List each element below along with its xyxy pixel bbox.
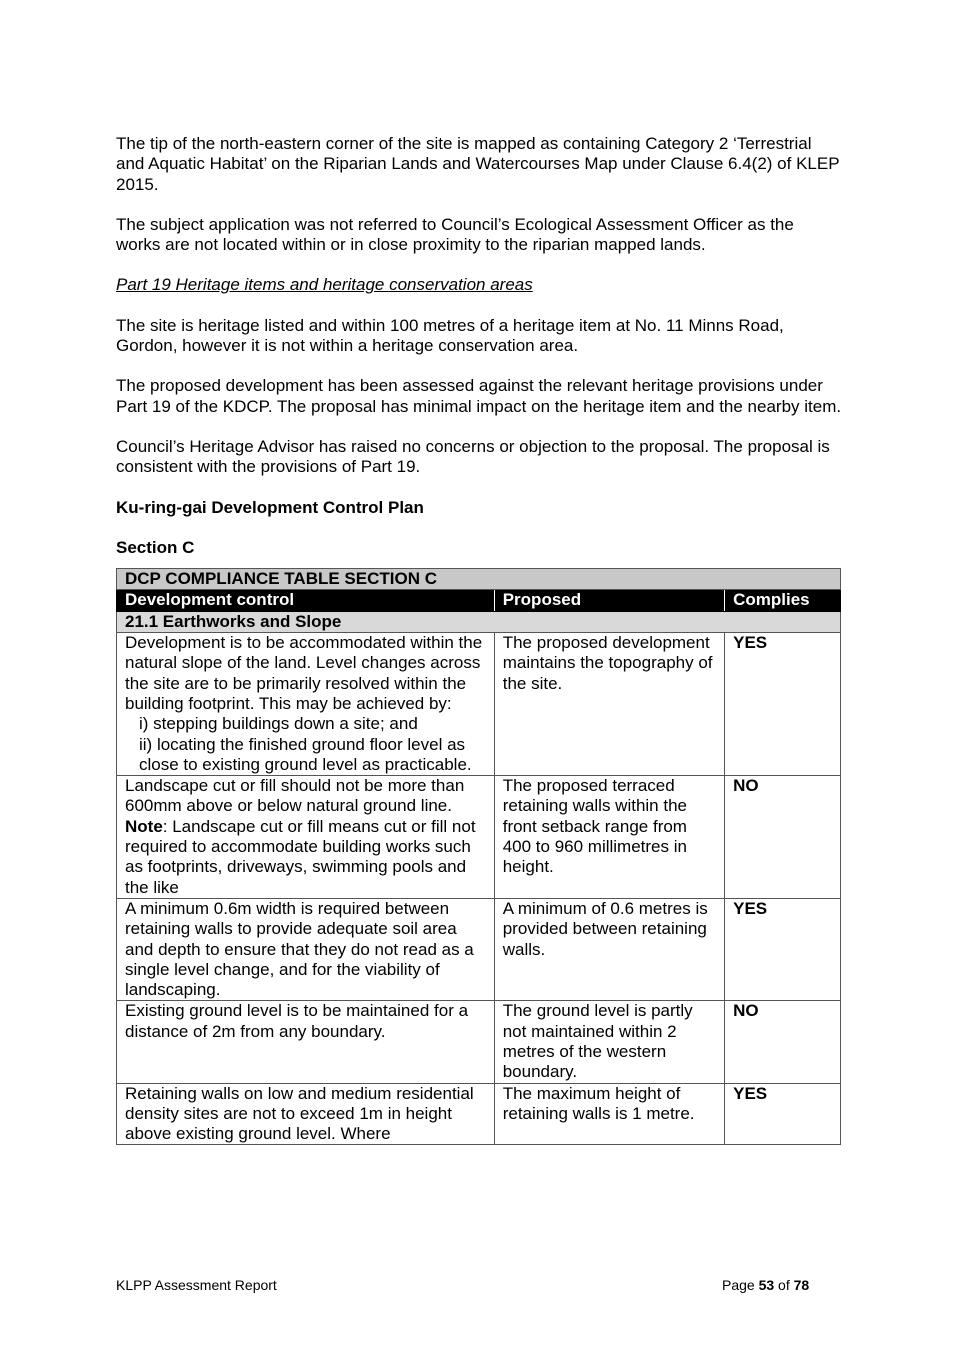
heading-part19: Part 19 Heritage items and heritage conservation areas (116, 275, 533, 295)
page-total: 78 (793, 1277, 810, 1293)
complies-cell: YES (725, 898, 841, 1000)
page-content (116, 134, 842, 1145)
proposed-cell: The maximum height of retaining walls is 1 metre. (494, 1083, 724, 1145)
page-of: of (774, 1277, 794, 1293)
table-title: DCP COMPLIANCE TABLE SECTION C (117, 569, 841, 590)
table-row (117, 1001, 841, 1083)
header-complies: Complies (725, 590, 841, 611)
paragraph-heritage-advisor: Council’s Heritage Advisor has raised no concerns or objection to the proposal. The proposal is consistent with the provisions of Part 19. (116, 436, 830, 477)
control-cell: Retaining walls on low and medium residential density sites are not to exceed 1m in height above existing ground level. Where (117, 1083, 495, 1145)
dcp-compliance-table (116, 568, 841, 1145)
page-current: 53 (758, 1277, 775, 1293)
table-row (117, 776, 841, 899)
table-row (117, 633, 841, 776)
page-prefix: Page (722, 1277, 759, 1293)
control-cell (117, 776, 495, 899)
table-section-row (117, 611, 841, 632)
paragraph-heritage-assessment: The proposed development has been assessed against the relevant heritage provisions under Part 19 of the KDCP. The proposal has minimal impact on the heritage item and the nearby item. (116, 376, 842, 416)
header-development-control: Development control (117, 590, 495, 611)
complies-cell: NO (725, 776, 841, 899)
table-row (117, 1083, 841, 1145)
paragraph-ecological-referral: The subject application was not referred to Council’s Ecological Assessment Officer as the works are not located within or in close proximity to the riparian mapped lands. (116, 214, 794, 255)
complies-cell: YES (725, 633, 841, 776)
table-row (117, 898, 841, 1000)
footer-page-number (722, 1277, 809, 1293)
control-list-item: i) stepping buildings down a site; and (139, 714, 418, 734)
control-text: Landscape cut or fill should not be more than 600mm above or below natural ground line. (125, 776, 465, 816)
proposed-cell: The proposed development maintains the topography of the site. (494, 633, 724, 776)
paragraph-riparian-mapping: The tip of the north-eastern corner of the site is mapped as containing Category 2 ‘Terrestrial and Aquatic Habitat’ on the Riparian Lands and Watercourses Map under Clause 6.4(2) of KLEP 2015. (116, 134, 840, 194)
table-header-row (117, 590, 841, 611)
heading-dcp: Ku-ring-gai Development Control Plan (116, 497, 424, 517)
control-text: Development is to be accommodated within the natural slope of the land. Level changes across the site are to be primarily resolved within the building footprint. This may be achieved by: (125, 633, 483, 713)
control-cell: Existing ground level is to be maintained for a distance of 2m from any boundary. (117, 1001, 495, 1083)
complies-cell: YES (725, 1083, 841, 1145)
complies-cell: NO (725, 1001, 841, 1083)
table-title-row (117, 569, 841, 590)
footer-report-name: KLPP Assessment Report (116, 1277, 277, 1293)
control-cell: A minimum 0.6m width is required between retaining walls to provide adequate soil area and depth to ensure that they do not read as a single level change, and for the viability of landscaping. (117, 898, 495, 1000)
control-cell (117, 633, 495, 776)
note-text: : Landscape cut or fill means cut or fill not required to accommodate building works such as footprints, driveways, swimming pools and the like (125, 816, 476, 897)
proposed-cell: The proposed terraced retaining walls within the front setback range from 400 to 960 millimetres in height. (494, 776, 724, 899)
header-proposed: Proposed (494, 590, 724, 611)
proposed-cell: The ground level is partly not maintained within 2 metres of the western boundary. (494, 1001, 724, 1083)
note-label: Note (125, 816, 163, 836)
heading-section-c: Section C (116, 537, 195, 557)
proposed-cell: A minimum of 0.6 metres is provided between retaining walls. (494, 898, 724, 1000)
section-earthworks: 21.1 Earthworks and Slope (117, 611, 841, 632)
paragraph-heritage-listing: The site is heritage listed and within 100 metres of a heritage item at No. 11 Minns Road, Gordon, however it is not within a heritage conservation area. (116, 315, 784, 356)
control-list-item: ii) locating the finished ground floor level as close to existing ground level as practicable. (139, 734, 472, 774)
